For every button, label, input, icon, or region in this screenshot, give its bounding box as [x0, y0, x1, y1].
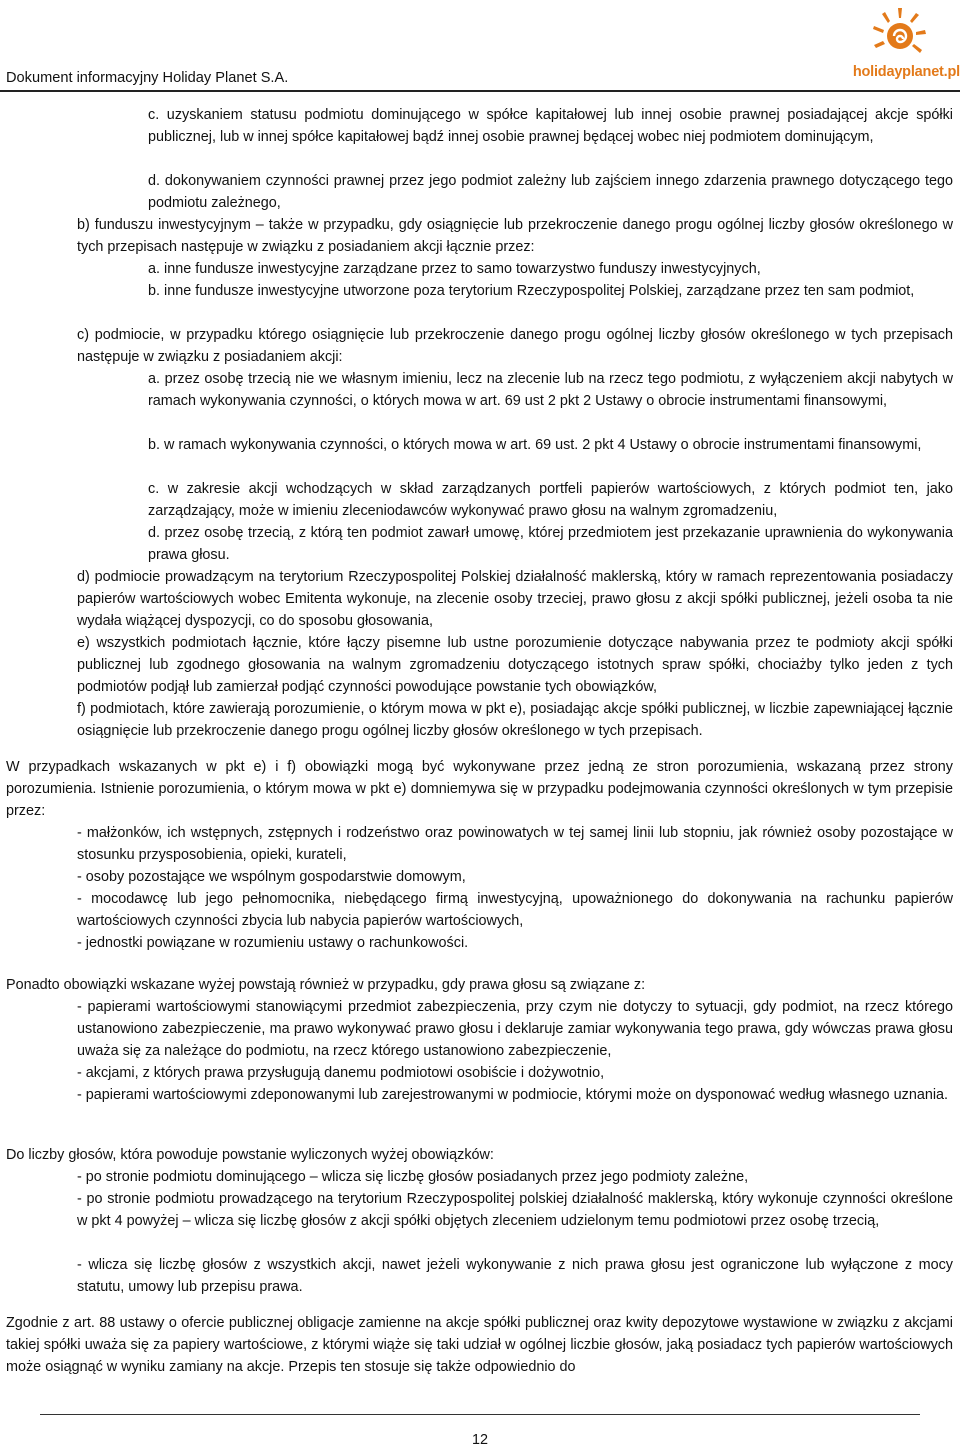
point-b: b) funduszu inwestycyjnym – także w przypadku, gdy osiągnięcie lub przekroczenie danego progu ogólnej liczby głosów określonego w tych przepisach następuje w związku z posiadaniem akcji łącznie przez:: [77, 217, 953, 255]
paragraph-liczby-glosow: Do liczby głosów, która powoduje powstanie wyliczonych wyżej obowiązków:: [6, 1147, 494, 1163]
list-item-c2: c. w zakresie akcji wchodzących w skład zarządzanych portfeli papierów wartościowych, z których podmiot ten, jako zarządzający, może w imieniu zleceniodawców wykonywać prawo głosu na walnym zgromadzeniu,: [148, 481, 953, 519]
dash-item-jednostki: - jednostki powiązane w rozumieniu ustawy o rachunkowości.: [77, 935, 469, 951]
paragraph-ponadto: Ponadto obowiązki wskazane wyżej powstają również w przypadku, gdy prawa głosu są związane z:: [6, 977, 646, 993]
dash-item-malzonkow: - małżonków, ich wstępnych, zstępnych i rodzeństwo oraz powinowatych w tej samej linii lub stopniu, jak również osoby pozostające w stosunku przysposobienia, opieki, kurateli,: [77, 825, 953, 863]
list-item-b2: b. w ramach wykonywania czynności, o których mowa w art. 69 ust. 2 pkt 4 Ustawy o obrocie instrumentami finansowymi,: [148, 437, 922, 453]
list-item-d2: d. przez osobę trzecią, z którą ten podmiot zawarł umowę, której przedmiotem jest przekazanie uprawnienia do wykonywania prawa głosu.: [148, 525, 953, 563]
sun-spiral-logo-icon: [864, 4, 934, 64]
list-item-a: a. inne fundusze inwestycyjne zarządzane przez to samo towarzystwo funduszy inwestycyjnych,: [148, 261, 761, 277]
page-number: 12: [471, 1432, 488, 1448]
list-item-b: b. inne fundusze inwestycyjne utworzone poza terytorium Rzeczypospolitej Polskiej, zarządzane przez ten sam podmiot,: [148, 283, 915, 299]
list-item-d: d. dokonywaniem czynności prawnej przez jego podmiot zależny lub zajściem innego zdarzenia prawnego dotyczącego tego podmiotu zależnego,: [148, 173, 953, 211]
logo-wordmark: holidayplanet.pl: [852, 64, 960, 80]
paragraph-porozumienie: W przypadkach wskazanych w pkt e) i f) obowiązki mogą być wykonywane przez jedną ze stron porozumienia, wskazaną przez strony porozumienia. Istnienie porozumienia, o którym mowa w pkt e) domniemywa się w przypadku podejmowania czynności określonych w tym przepisie przez:: [6, 759, 953, 819]
document-title: Dokument informacyjny Holiday Planet S.A.: [6, 70, 289, 86]
point-c: c) podmiocie, w przypadku którego osiągnięcie lub przekroczenie danego progu ogólnej liczby głosów określonego w tych przepisach następuje w związku z posiadaniem akcji:: [77, 327, 953, 365]
list-item-c: c. uzyskaniem statusu podmiotu dominującego w spółce kapitałowej lub innej osobie prawnej posiadającej akcje spółki publicznej, lub w innej spółce kapitałowej bądź innej osobie prawnej będącej wobec niej podmiotem dominującym,: [148, 107, 953, 145]
point-e: e) wszystkich podmiotach łącznie, które łączy pisemne lub ustne porozumienie dotyczące nabywania przez te podmioty akcji spółki publicznej lub zgodnego głosowania na walnym zgromadzeniu dotyczącego istotnych spraw spółki, chociażby tylko jeden z tych podmiotów podjął lub zamierzał podjąć czynności powodujące powstanie tych obowiązków,: [77, 635, 953, 695]
dash-item-maklerska: - po stronie podmiotu prowadzącego na terytorium Rzeczypospolitej polskiej działalność maklerską, który wykonuje czynności określone w pkt 4 powyżej – wlicza się liczbę głosów z akcji spółki objętych zleceniem udzielonym temu podmiotowi przez osobę trzecią,: [77, 1191, 953, 1229]
dash-item-zabezpieczenie: - papierami wartościowymi stanowiącymi przedmiot zabezpieczenia, przy czym nie dotyczy to sytuacji, gdy podmiot, na rzecz którego ustanowiono zabezpieczenie, ma prawo wykonywać prawo głosu i deklaruje zamiar wykonywania tego prawa, gdy wówczas prawa głosu uważa się za należące do podmiotu, na rzecz którego ustanowiono zabezpieczenie,: [77, 999, 953, 1059]
page-header: [0, 0, 960, 92]
company-logo: [842, 4, 960, 86]
footer-divider: [40, 1414, 920, 1415]
header-divider: [0, 90, 960, 92]
dash-item-dominujacy: - po stronie podmiotu dominującego – wlicza się liczbę głosów posiadanych przez jego podmioty zależne,: [77, 1169, 749, 1185]
dash-item-zdeponowanymi: - papierami wartościowymi zdeponowanymi lub zarejestrowanymi w podmiocie, którymi może on dysponować według własnego uznania.: [77, 1087, 949, 1103]
point-d: d) podmiocie prowadzącym na terytorium Rzeczypospolitej Polskiej działalność maklerską, który w ramach reprezentowania posiadaczy papierów wartościowych wobec Emitenta wykonuje, na zlecenie osoby trzeciej, prawo głosu z akcji spółki publicznej, jeżeli osoba ta nie wydała wiążącej dyspozycji, co do sposobu głosowania,: [77, 569, 953, 629]
dash-item-wszystkie-akcje: - wlicza się liczbę głosów z wszystkich akcji, nawet jeżeli wykonywanie z nich prawa głosu jest ograniczone lub wyłączone z mocy statutu, umowy lub przepisu prawa.: [77, 1257, 953, 1295]
dash-item-mocodawce: - mocodawcę lub jego pełnomocnika, niebędącego firmą inwestycyjną, upoważnionego do dokonywania na rachunku papierów wartościowych czynności zbycia lub nabycia papierów wartościowych,: [77, 891, 953, 929]
point-f: f) podmiotach, które zawierają porozumienie, o którym mowa w pkt e), posiadając akcje spółki publicznej, w liczbie zapewniającej łącznie osiągnięcie lub przekroczenie danego progu ogólnej liczby głosów określonego w tych przepisach.: [77, 701, 953, 739]
dash-item-osoby: - osoby pozostające we wspólnym gospodarstwie domowym,: [77, 869, 466, 885]
list-item-a2: a. przez osobę trzecią nie we własnym imieniu, lecz na zlecenie lub na rzecz tego podmiotu, z wyłączeniem akcji nabytych w ramach wykonywania czynności, o których mowa w art. 69 ust 2 pkt 2 Ustawy o obrocie instrumentami finansowymi,: [148, 371, 953, 409]
paragraph-art-88: Zgodnie z art. 88 ustawy o ofercie publicznej obligacje zamienne na akcje spółki publicznej oraz kwity depozytowe wystawione w związku z akcjami takiej spółki uważa się za papiery wartościowe, z którymi wiąże się taki udział w ogólnej liczbie głosów, jaką posiadacz tych papierów wartościowych może osiągnąć w wyniku zamiany na akcje. Przepis ten stosuje się także odpowiednio do: [6, 1315, 953, 1375]
dash-item-akcjami: - akcjami, z których prawa przysługują danemu podmiotowi osobiście i dożywotnio,: [77, 1065, 605, 1081]
